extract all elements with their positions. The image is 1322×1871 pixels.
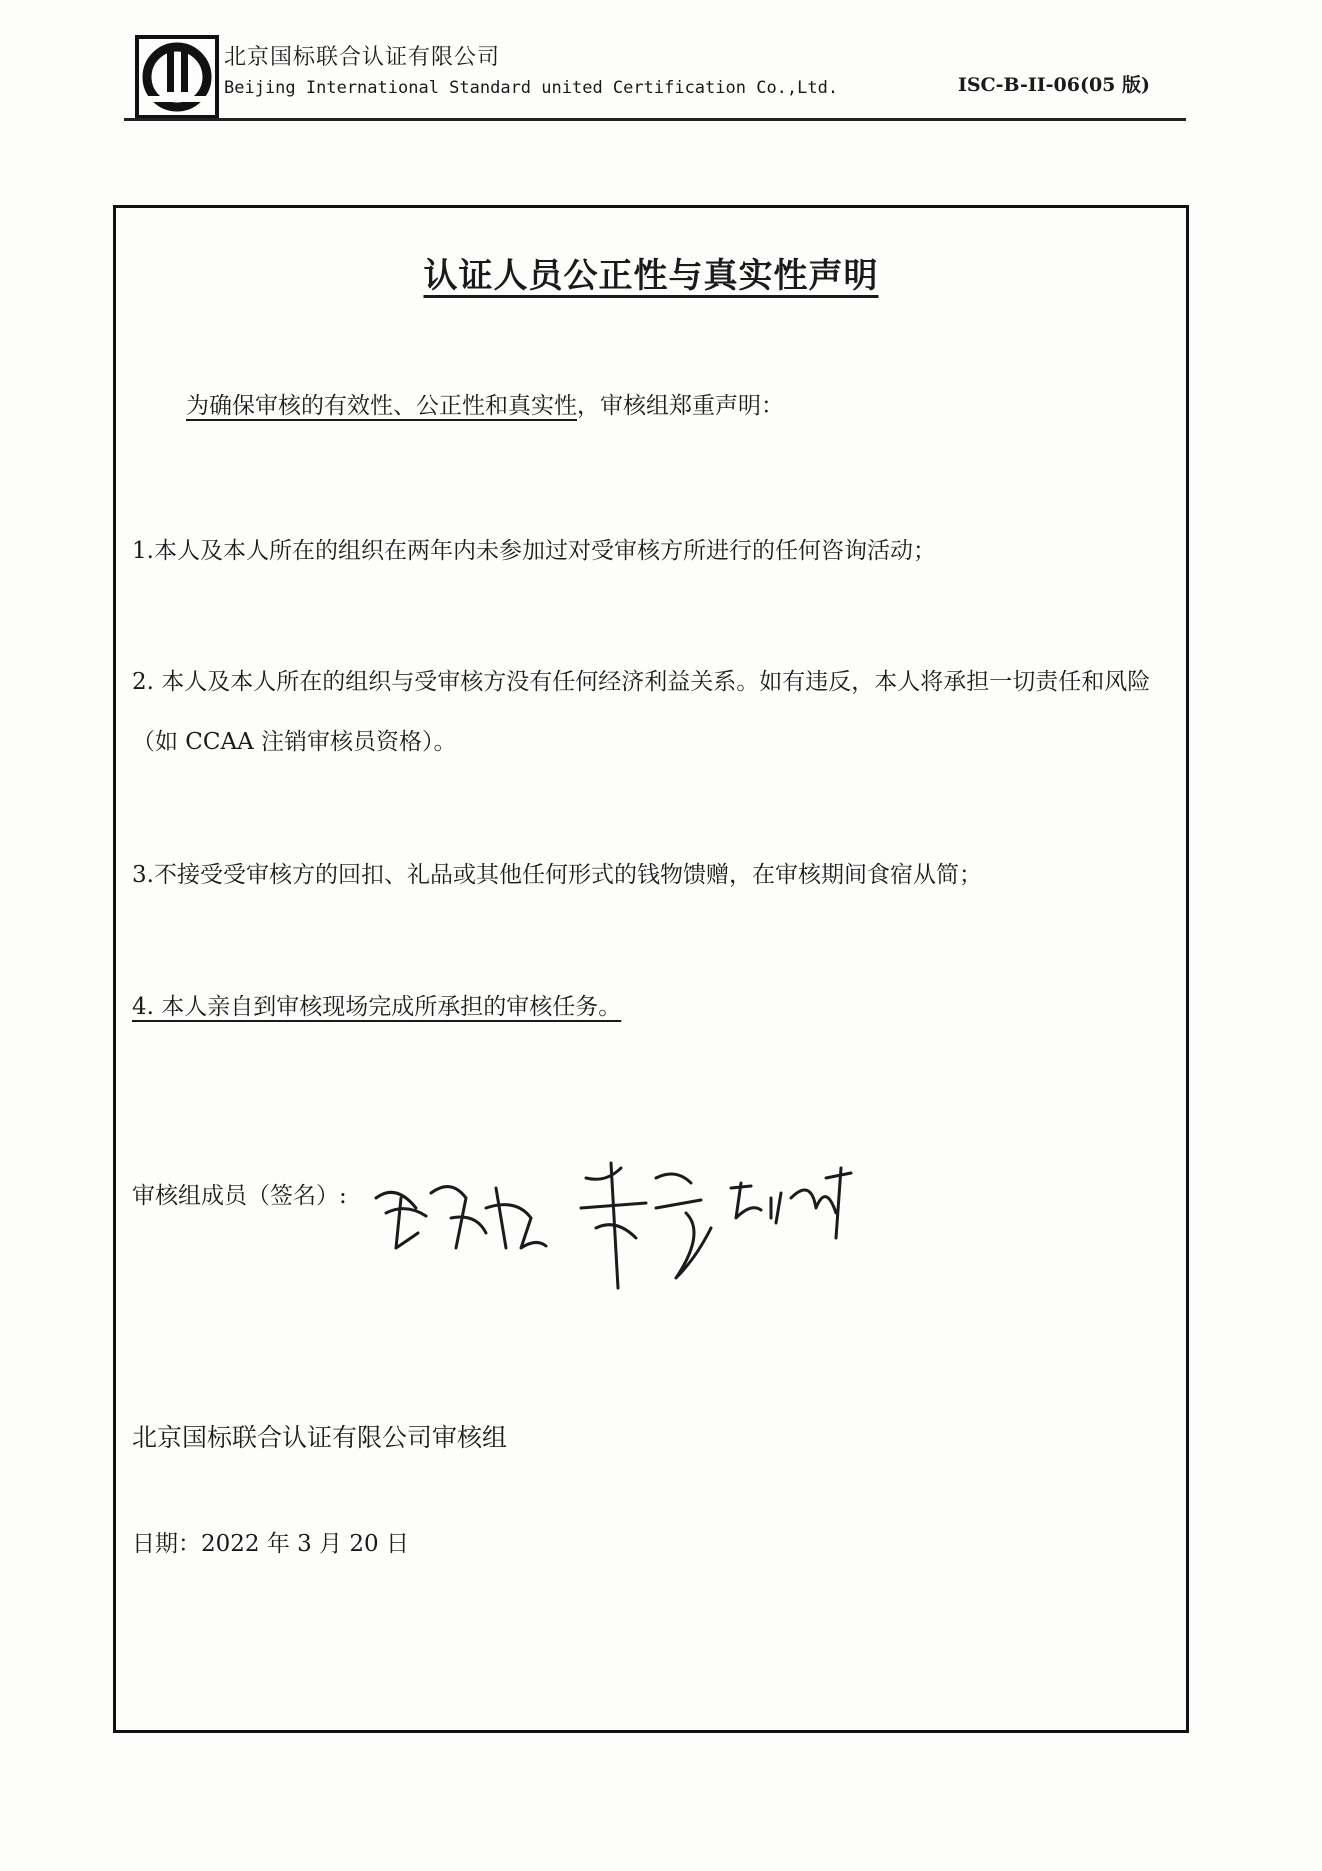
letterhead <box>124 26 1186 122</box>
signature-3 <box>731 1168 851 1238</box>
intro-underlined: 为确保审核的有效性、公正性和真实性 <box>186 393 577 419</box>
header-divider <box>124 118 1186 121</box>
declaration-frame <box>113 205 1189 1733</box>
page-title: 认证人员公正性与真实性声明 <box>423 256 879 296</box>
declaration-item-4: 4. 本人亲自到审核现场完成所承担的审核任务。 <box>132 994 622 1020</box>
company-name-en: Beijing International Standard united Certification Co.,Ltd. <box>224 78 839 98</box>
auditor-organization: 北京国标联合认证有限公司审核组 <box>132 1423 508 1452</box>
declaration-item-1: 1.本人及本人所在的组织在两年内未参加过对受审核方所进行的任何咨询活动； <box>132 538 936 564</box>
handwritten-signatures <box>356 1138 876 1308</box>
intro-paragraph <box>186 376 784 436</box>
company-logo-icon <box>134 34 220 120</box>
intro-rest: ，审核组郑重声明： <box>577 393 784 419</box>
signature-1 <box>376 1187 546 1248</box>
declaration-item-3: 3.不接受受审核方的回扣、礼品或其他任何形式的钱物馈赠，在审核期间食宿从简； <box>132 862 982 888</box>
document-code: ISC-B-II-06(05 版) <box>957 74 1150 96</box>
declaration-date: 日期：2022 年 3 月 20 日 <box>132 1531 409 1557</box>
signature-2 <box>581 1163 711 1288</box>
signature-label: 审核组成员（签名）: <box>132 1183 347 1209</box>
declaration-item-2: 2. 本人及本人所在的组织与受审核方没有任何经济利益关系。如有违反，本人将承担一切责任和风险（如 CCAA 注销审核员资格）。 <box>132 669 1151 755</box>
company-name-cn: 北京国标联合认证有限公司 <box>224 45 501 70</box>
